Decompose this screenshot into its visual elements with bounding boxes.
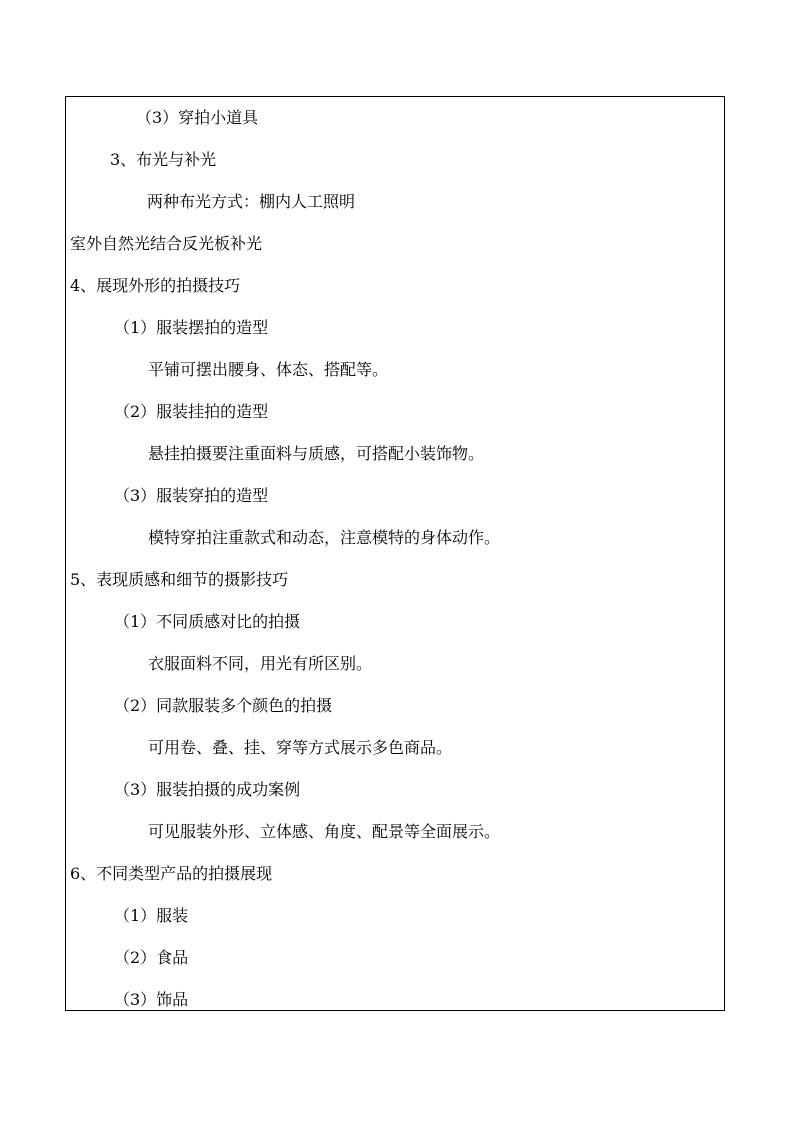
subsection-heading: （2）服装挂拍的造型 <box>114 402 269 421</box>
section-heading: 6、不同类型产品的拍摄展现 <box>70 864 273 883</box>
text-line: 可见服装外形、立体感、角度、配景等全面展示。 <box>148 822 501 841</box>
subsection-heading: （3）服装拍摄的成功案例 <box>114 780 301 799</box>
text-line: 可用卷、叠、挂、穿等方式展示多色商品。 <box>148 738 453 757</box>
section-heading: 3、布光与补光 <box>110 150 217 169</box>
text-line: 平铺可摆出腰身、体态、搭配等。 <box>148 360 389 379</box>
text-line: 衣服面料不同，用光有所区别。 <box>148 654 373 673</box>
section-heading: 5、表现质感和细节的摄影技巧 <box>70 570 289 589</box>
subsection-heading: （1）不同质感对比的拍摄 <box>114 612 301 631</box>
text-line: （3）穿拍小道具 <box>136 108 259 127</box>
subsection-heading: （1）服装摆拍的造型 <box>114 318 269 337</box>
text-line: 两种布光方式：棚内人工照明 <box>147 192 356 211</box>
subsection-heading: （2）同款服装多个颜色的拍摄 <box>114 696 333 715</box>
list-item: （1）服装 <box>114 906 189 925</box>
text-line: 室外自然光结合反光板补光 <box>70 234 263 253</box>
list-item: （3）饰品 <box>114 990 189 1009</box>
content-box <box>65 96 725 1011</box>
text-line: 悬挂拍摄要注重面料与质感，可搭配小装饰物。 <box>148 444 485 463</box>
text-line: 模特穿拍注重款式和动态，注意模特的身体动作。 <box>148 528 501 547</box>
subsection-heading: （3）服装穿拍的造型 <box>114 486 269 505</box>
section-heading: 4、展现外形的拍摄技巧 <box>70 276 241 295</box>
list-item: （2）食品 <box>114 948 189 967</box>
